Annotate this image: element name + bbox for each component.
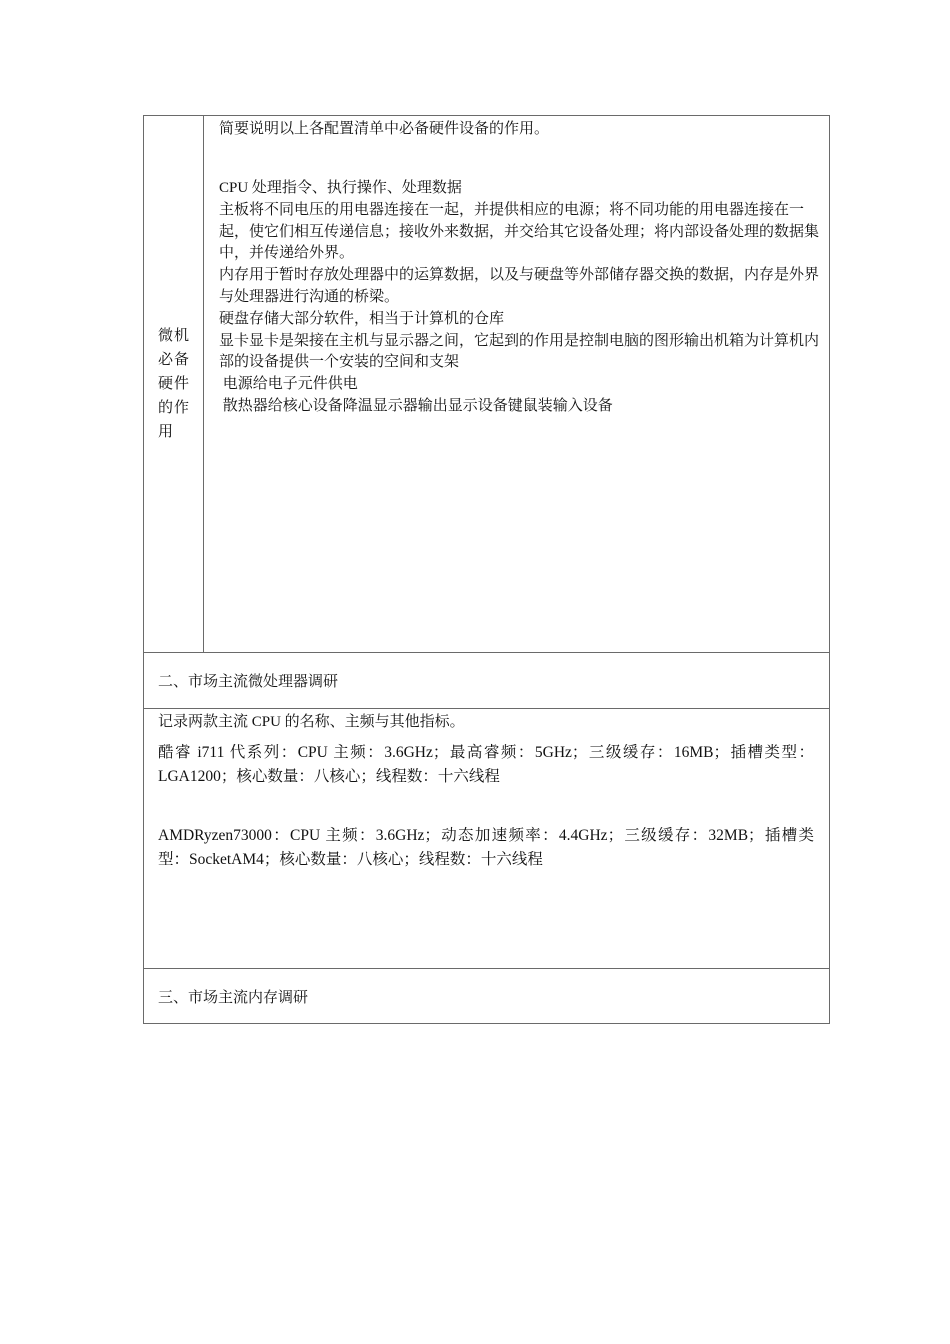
hardware-line-cooling-io: 散热器给核心设备降温显示器输出显示设备键鼠装输入设备: [219, 397, 613, 414]
hardware-line-graphics-case: 显卡显卡是架接在主机与显示器之间，它起到的作用是控制电脑的图形输出机箱为计算机内部的设备提供一个安装的空间和支架: [219, 332, 820, 371]
hardware-line-disk: 硬盘存储大部分软件，相当于计算机的仓库: [219, 310, 505, 327]
hardware-line-motherboard: 主板将不同电压的用电器连接在一起，并提供相应的电源；将不同功能的用电器连接在一起，使它们相互传递信息；接收外来数据，并交给其它设备处理；将内部设备处理的数据集中，并传递给外界。: [219, 201, 820, 262]
section3-heading: 三、市场主流内存调研: [158, 990, 309, 1006]
cpu-entry-amd: AMDRyzen73000：CPU 主频：3.6GHz；动态加速频率：4.4GHz；三级缓存：32MB；插槽类型：SocketAM4；核心数量：八核心；线程数：十六线程: [158, 827, 814, 868]
hardware-intro: 简要说明以上各配置清单中必备硬件设备的作用。: [219, 121, 550, 137]
hardware-role-list: [219, 178, 819, 418]
section3-heading-row: [144, 969, 829, 1023]
hardware-content-cell: [219, 116, 819, 652]
section2-heading: 二、市场主流微处理器调研: [158, 674, 339, 690]
cpu-prompt: 记录两款主流 CPU 的名称、主频与其他指标。: [158, 714, 465, 730]
cpu-survey-row: [144, 709, 829, 969]
report-table: [143, 115, 830, 1024]
cpu-entry-intel: 酷睿 i711 代系列：CPU 主频：3.6GHz；最高睿频：5GHz；三级缓存：16MB；插槽类型：LGA1200；核心数量：八核心；线程数：十六线程: [158, 744, 814, 785]
hardware-role-row: [144, 116, 829, 653]
section2-heading-row: [144, 653, 829, 709]
row-label: 微机必备硬件的作用: [158, 328, 191, 440]
hardware-line-memory: 内存用于暂时存放处理器中的运算数据，以及与硬盘等外部储存器交换的数据，内存是外界与处理器进行沟通的桥梁。: [219, 267, 820, 305]
row-label-cell: [144, 116, 204, 652]
hardware-line-cpu: CPU 处理指令、执行操作、处理数据: [219, 180, 462, 196]
hardware-line-power: 电源给电子元件供电: [219, 376, 358, 393]
